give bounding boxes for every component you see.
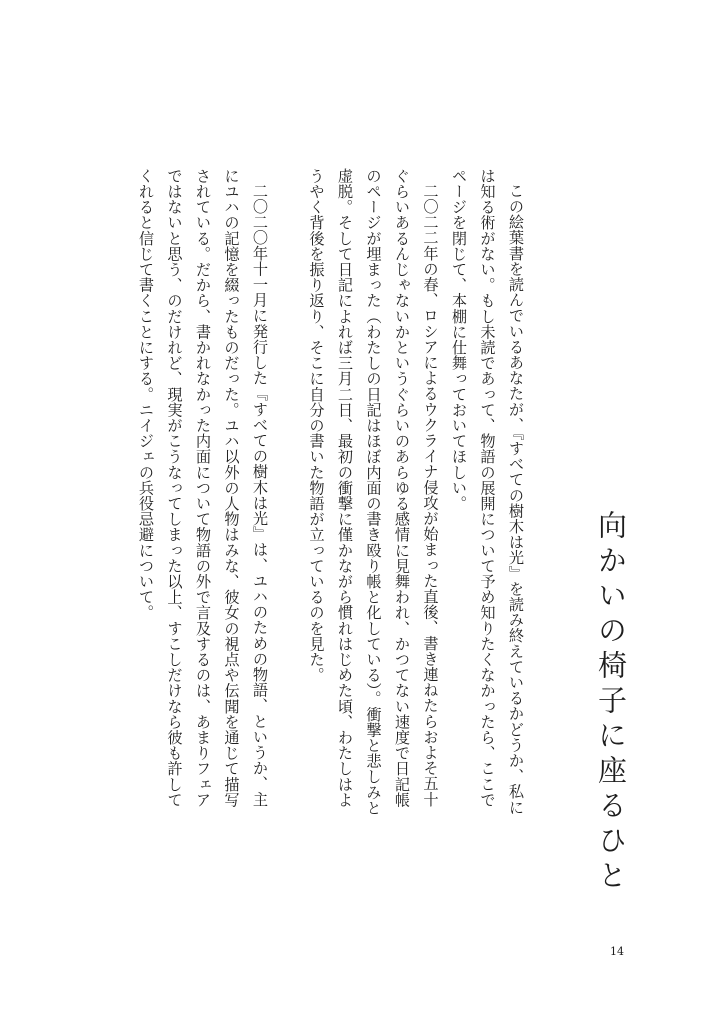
essay-title: 向かいの椅子に座るひと [594, 510, 628, 895]
page-number: 14 [610, 945, 624, 958]
paragraph-2: 二〇二二年の春、ロシアによるウクライナ侵攻が始まった直後、書き連ねたらおよそ五十ぐらいあるんじゃないかというぐらいのあらゆる感情に見舞われ、かつてない速度で日記帳のページが埋まった（わたしの日記はほぼ内面の書き殴り帳と化している）。衝撃と悲しみと虚脱。そして日記によれば三月二日、最初の衝撃に僅かながら慣れはじめた頃、わたしはようやく背後を振り返り、そこに自分の書いた物語が立っているのを見た。 [307, 168, 440, 816]
paragraph-1: この絵葉書を読んでいるあなたが、『すべての樹木は光』を読み終えているかどうか、私には知る術がない。もし未読であって、物語の展開について予め知りたくなかったら、ここでページを閉じて、本棚に仕舞っておいてほしい。 [450, 168, 525, 816]
body-text [100, 168, 530, 818]
paragraph-3: 二〇二〇年十一月に発行した『すべての樹木は光』は、ユハのための物語、というか、主にユハの記憶を綴ったものだった。ユハ以外の人物はみな、彼女の視点や伝聞を通じて描写されている。だから、書かれなかった内面について物語の外で言及するのは、あまりフェアではないと思う、のだけれど、現実がこうなってしまった以上、すこしだけなら彼も許してくれると信じて書くことにする。ニイジェの兵役忌避について。 [137, 168, 269, 808]
